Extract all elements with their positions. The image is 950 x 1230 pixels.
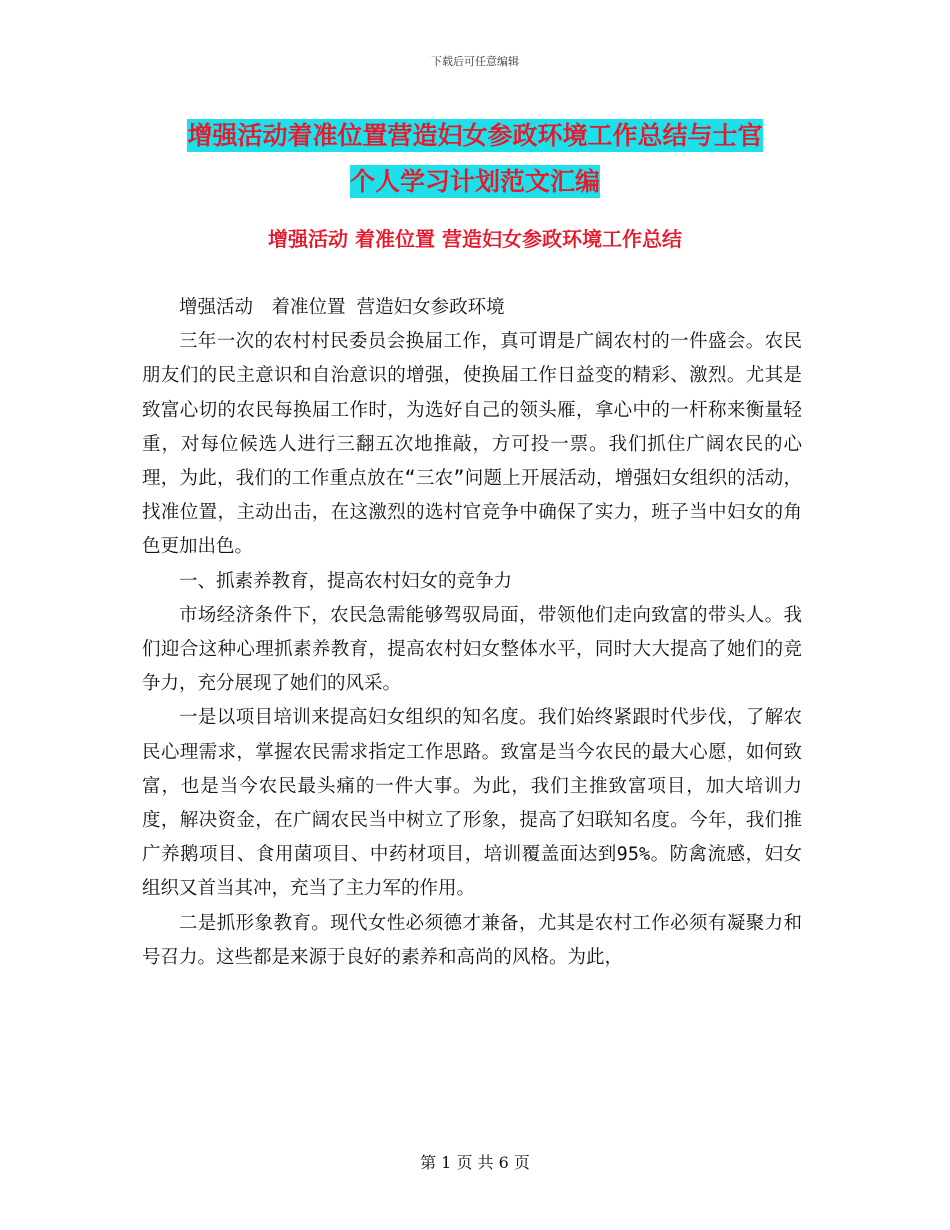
paragraph: 市场经济条件下，农民急需能够驾驭局面，带领他们走向致富的带头人。我们迎合这种心理抓素养教育，提高农村妇女整体水平，同时大大提高了她们的竞争力，充分展现了她们的风采。: [142, 604, 802, 695]
main-title-line-1: 增强活动着准位置营造妇女参政环境工作总结与士官: [187, 121, 763, 150]
page-footer: 第 1 页 共 6 页: [420, 1153, 530, 1172]
body-text: [142, 291, 802, 975]
paragraph: 增强活动 着准位置 营造妇女参政环境: [179, 297, 505, 318]
paragraph: 一、抓素养教育，提高农村妇女的竞争力: [179, 570, 513, 592]
paragraph: 二是抓形象教育。现代女性必须德才兼备，尤其是农村工作必须有凝聚力和号召力。这些都是来源于良好的素养和高尚的风格。为此，: [142, 912, 802, 968]
header-note: 下载后可任意编辑: [431, 55, 519, 68]
paragraph: 一是以项目培训来提高妇女组织的知名度。我们始终紧跟时代步伐，了解农民心理需求，掌握农民需求指定工作思路。致富是当今农民的最大心愿，如何致富，也是当今农民最头痛的一件大事。为此，我们主推致富项目，加大培训力度，解决资金，在广阔农民当中树立了形象，提高了妇联知名度。今年，我们推广养鹅项目、食用菌项目、中药材项目，培训覆盖面达到95%。防禽流感，妇女组织又首当其冲，充当了主力军的作用。: [142, 707, 802, 900]
main-title-line-2: 个人学习计划范文汇编: [349, 167, 600, 196]
main-title: [0, 113, 950, 205]
section-title: 增强活动 着准位置 营造妇女参政环境工作总结: [268, 227, 682, 251]
paragraph: 三年一次的农村村民委员会换届工作，真可谓是广阔农村的一件盛会。农民朋友们的民主意识和自治意识的增强，使换届工作日益变的精彩、激烈。尤其是致富心切的农民每换届工作时，为选好自己的领头雁，拿心中的一杆称来衡量轻重，对每位候选人进行三翻五次地推敲，方可投一票。我们抓住广阔农民的心理，为此，我们的工作重点放在“三农”问题上开展活动，增强妇女组织的活动，找准位置，主动出击，在这激烈的选村官竞争中确保了实力，班子当中妇女的角色更加出色。: [142, 331, 802, 558]
